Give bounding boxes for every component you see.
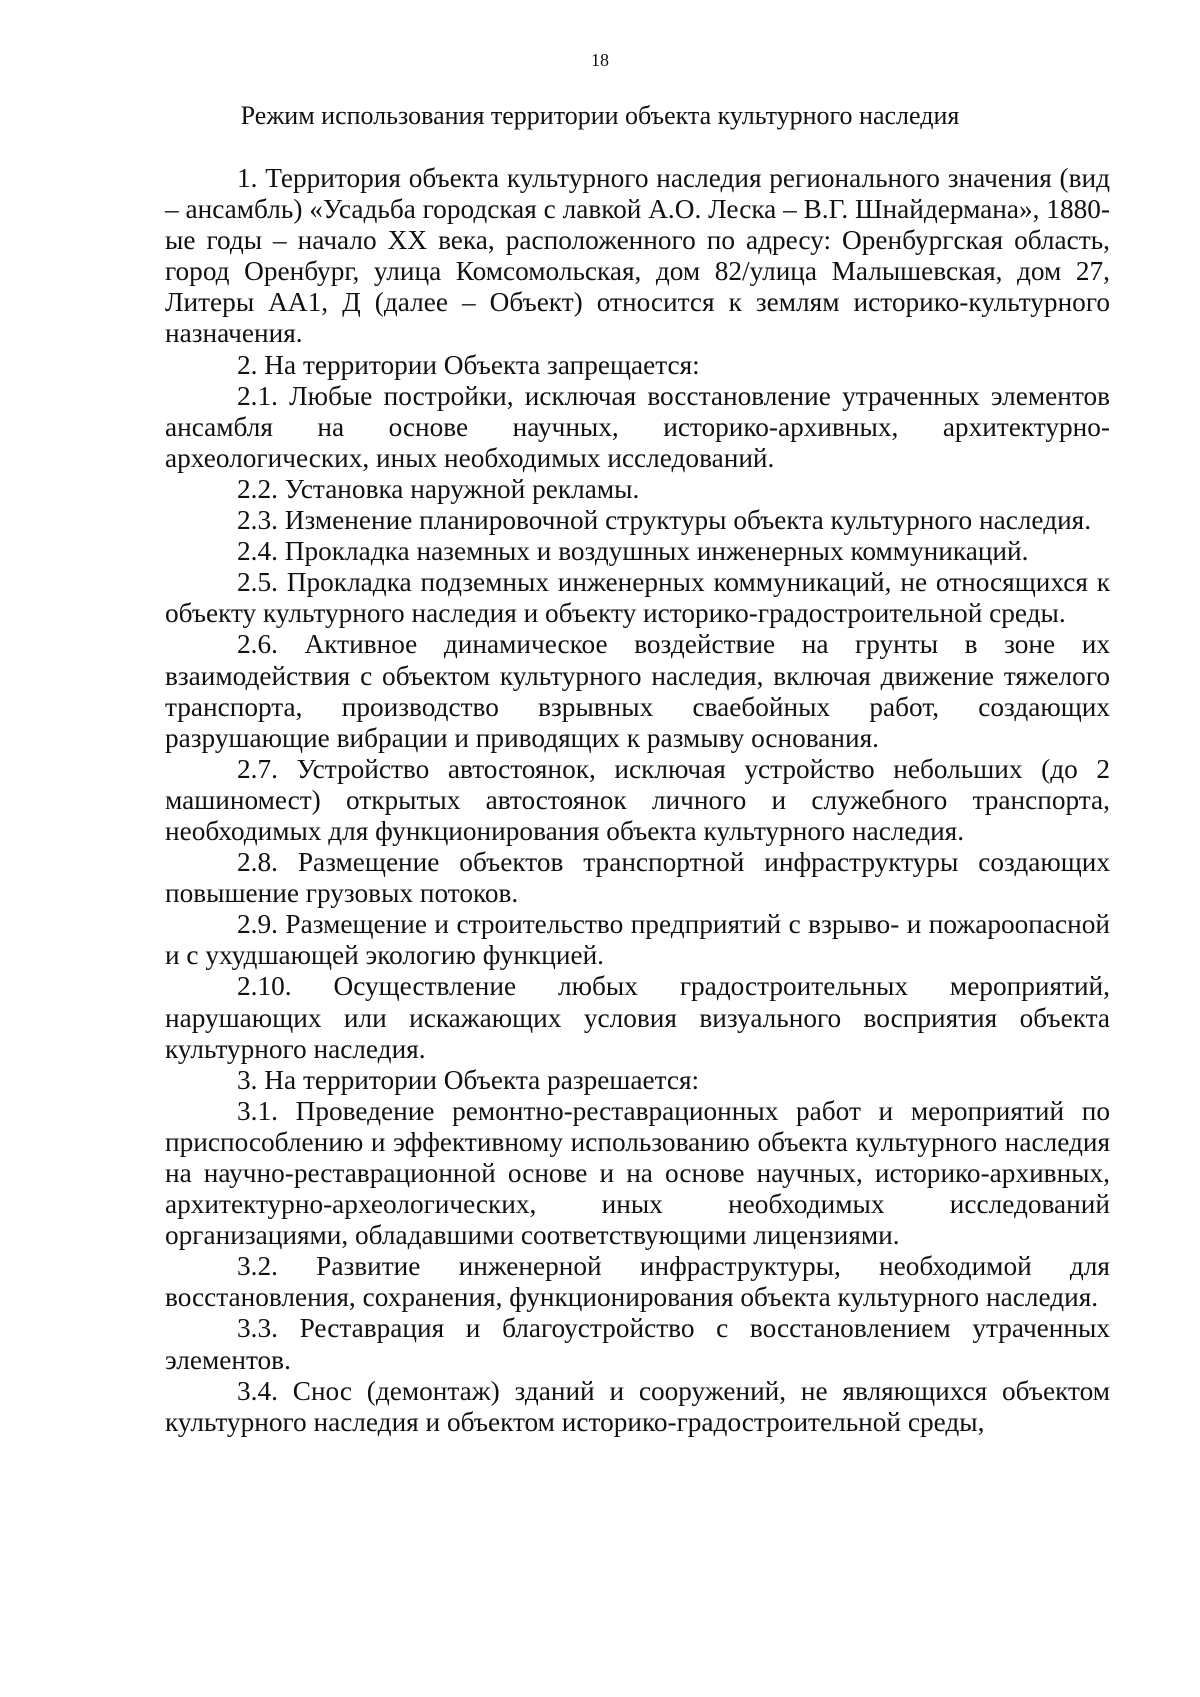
document-body	[165, 163, 1110, 1438]
paragraph-2-3: 2.3. Изменение планировочной структуры объекта культурного наследия.	[237, 505, 1092, 536]
paragraph-2-9: 2.9. Размещение и строительство предприятий с взрыво- и пожароопасной и с ухудшающей экологию функцией.	[165, 909, 1110, 971]
paragraph-2: 2. На территории Объекта запрещается:	[237, 349, 700, 380]
paragraph-2-7: 2.7. Устройство автостоянок, исключая устройство небольших (до 2 машиномест) открытых автостоянок личного и служебного транспорта, необходимых для функционирования объекта культурного наследия.	[165, 753, 1110, 846]
paragraph-2-10: 2.10. Осуществление любых градостроительных мероприятий, нарушающих или искажающих условия визуального восприятия объекта культурного наследия.	[165, 971, 1110, 1064]
paragraph-3-2: 3.2. Развитие инженерной инфраструктуры, необходимой для восстановления, сохранения, функционирования объекта культурного наследия.	[165, 1251, 1110, 1313]
paragraph-2-5: 2.5. Прокладка подземных инженерных коммуникаций, не относящихся к объекту культурного наследия и объекту историко-градостроительной среды.	[165, 567, 1110, 629]
paragraph-3-4: 3.4. Снос (демонтаж) зданий и сооружений, не являющихся объектом культурного наследия и объектом историко-градостроительной среды,	[165, 1375, 1110, 1437]
paragraph-3: 3. На территории Объекта разрешается:	[237, 1064, 700, 1095]
paragraph-2-1: 2.1. Любые постройки, исключая восстановление утраченных элементов ансамбля на основе научных, историко-архивных, архитектурно-археологических, иных необходимых исследований.	[165, 380, 1110, 473]
paragraph-1: 1. Территория объекта культурного наследия регионального значения (вид – ансамбль) «Усадьба городская с лавкой А.О. Леска – В.Г. Шнайдермана», 1880-ые годы – начало XX века, расположенного по адресу: Оренбургская область, город Оренбург, улица Комсомольская, дом 82/улица Малышевская, дом 27, Литеры АА1, Д (далее – Объект) относится к землям историко-культурного назначения.	[165, 163, 1110, 349]
paragraph-3-3: 3.3. Реставрация и благоустройство с восстановлением утраченных элементов.	[165, 1313, 1110, 1375]
paragraph-2-6: 2.6. Активное динамическое воздействие на грунты в зоне их взаимодействия с объектом культурного наследия, включая движение тяжелого транспорта, производство взрывных сваебойных работ, создающих разрушающие вибрации и приводящих к размыву основания.	[165, 629, 1110, 753]
paragraph-2-4: 2.4. Прокладка наземных и воздушных инженерных коммуникаций.	[237, 536, 1029, 567]
page-number: 18	[591, 50, 609, 70]
paragraph-2-8: 2.8. Размещение объектов транспортной инфраструктуры создающих повышение грузовых потоков.	[165, 847, 1110, 909]
paragraph-2-2: 2.2. Установка наружной рекламы.	[237, 473, 640, 504]
paragraph-3-1: 3.1. Проведение ремонтно-реставрационных работ и мероприятий по приспособлению и эффективному использованию объекта культурного наследия на научно-реставрационной основе и на основе научных, историко-архивных, архитектурно-археологических, иных необходимых исследований организациями, обладавшими соответствующими лицензиями.	[165, 1095, 1110, 1251]
document-title: Режим использования территории объекта культурного наследия	[240, 101, 960, 130]
